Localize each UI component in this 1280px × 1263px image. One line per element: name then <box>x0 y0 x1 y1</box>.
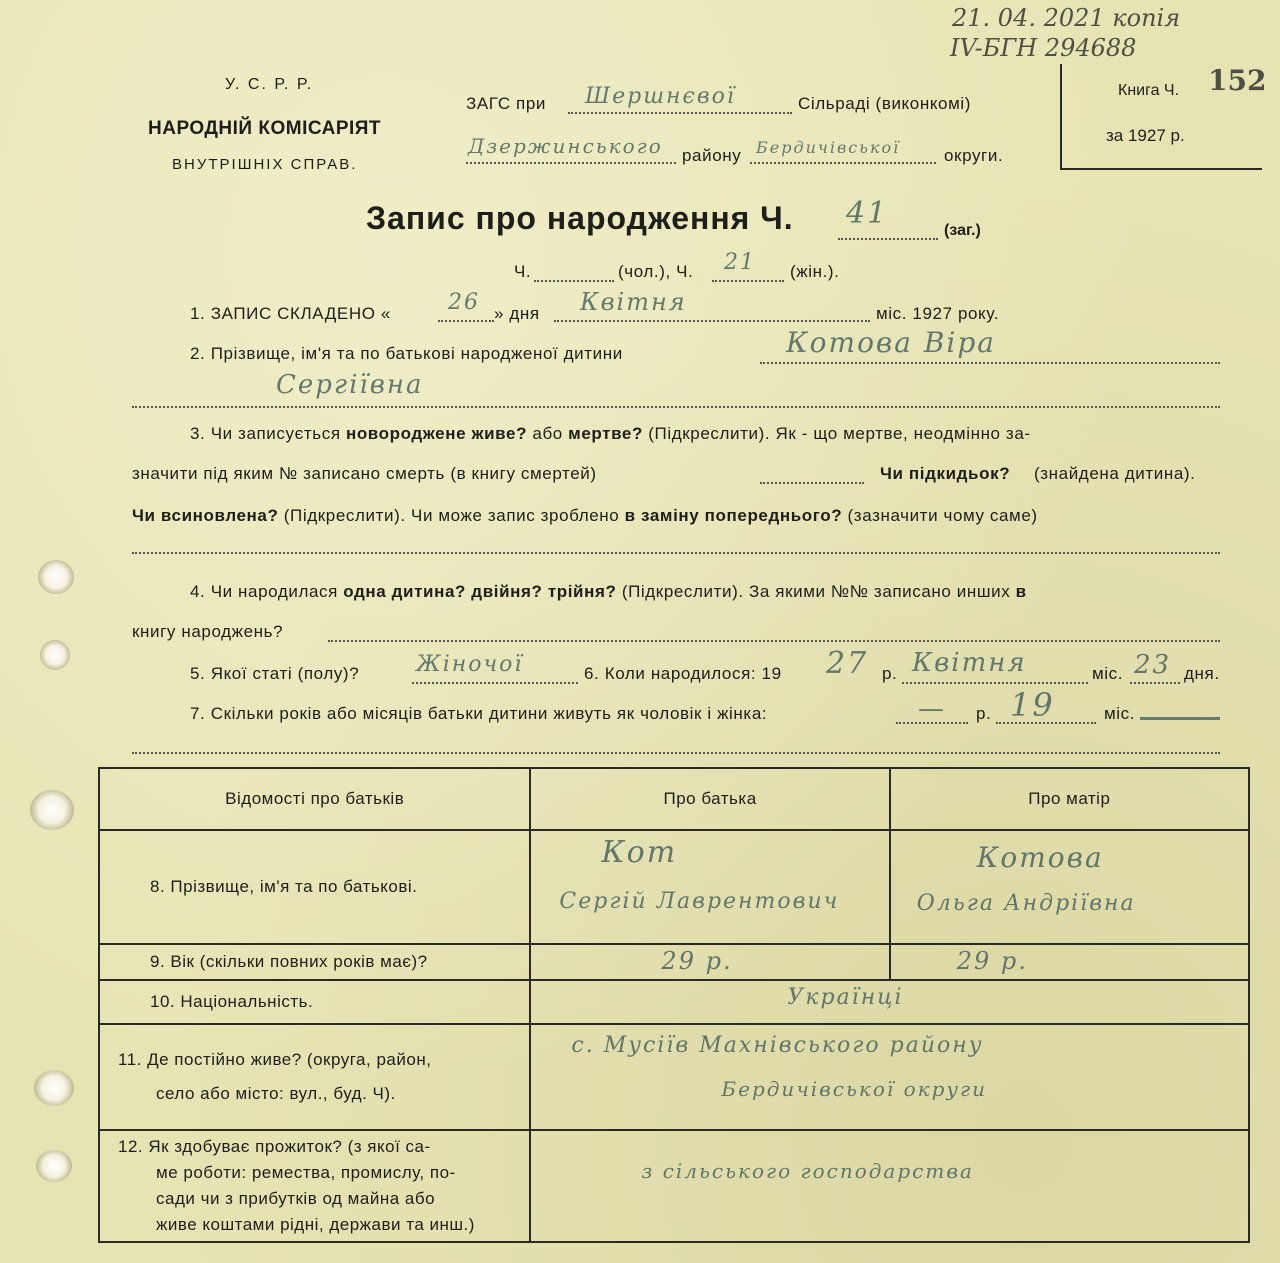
hw-zhin-number: 21 <box>724 250 756 275</box>
punch-hole <box>38 560 74 594</box>
item6-month-label: міс. <box>1092 664 1124 683</box>
hw-month: Квітня <box>580 288 687 316</box>
row11-line2: село або місто: вул., буд. Ч). <box>156 1084 396 1103</box>
dotted-line <box>1130 682 1180 684</box>
item1-month-label: міс. 1927 року. <box>876 304 1000 323</box>
dotted-line <box>132 406 1220 408</box>
row12-label <box>99 1130 530 1242</box>
hw-dash <box>1140 717 1220 720</box>
item5-label: 5. Якої статі (полу)? <box>190 664 360 683</box>
item3-replacement: в заміну попереднього? <box>624 506 843 525</box>
row10-label: 10. Національність. <box>99 980 530 1024</box>
hw-rayon: Дзержинського <box>468 134 663 158</box>
dotted-line <box>438 320 494 322</box>
item3-line1 <box>190 424 1031 444</box>
item3-text-or: або <box>532 424 563 443</box>
hw-birth-day: 23 <box>1134 650 1172 680</box>
hw-occupation: з сільського господарства <box>641 1159 974 1183</box>
father-age-cell <box>530 944 889 980</box>
dotted-line <box>760 362 1220 364</box>
dotted-line <box>412 682 578 684</box>
zags-label: ЗАГС при <box>466 94 547 113</box>
hw-residence-2: Бердичівської округи <box>721 1077 987 1101</box>
col-header-mother: Про матір <box>890 768 1249 830</box>
father-name-cell <box>530 830 889 944</box>
item1-label: 1. ЗАПИС СКЛАДЕНО « <box>190 304 391 323</box>
col-header-info: Відомості про батьків <box>99 768 530 830</box>
book-year: за 1927 р. <box>1106 126 1185 145</box>
punch-hole <box>36 1150 72 1182</box>
hw-mother-surname: Котова <box>976 841 1104 874</box>
item7-years-label: р. <box>976 704 992 723</box>
item6-label: 6. Коли народилося: 19 <box>584 664 782 683</box>
item3-foundling-note: (знайдена дитина). <box>1034 464 1196 483</box>
table-row <box>99 944 1249 980</box>
hw-mother-name: Ольга Андріївна <box>916 891 1136 916</box>
silrada-label: Сільраді (виконкомі) <box>798 94 972 113</box>
dotted-line <box>132 552 1220 554</box>
punch-hole <box>40 640 70 670</box>
item4-line1 <box>190 582 1027 602</box>
item4-line2: книгу народжень? <box>132 622 284 641</box>
item7-label: 7. Скільки років або місяців батьки дитини живуть як чоловік і жінка: <box>190 704 768 723</box>
residence-cell <box>530 1024 1249 1130</box>
dotted-line <box>466 162 676 164</box>
item4-text-d: в <box>1015 582 1027 601</box>
item4-text-a: 4. Чи народилася <box>190 582 338 601</box>
hw-sex: Жіночої <box>416 652 524 677</box>
mother-name-cell <box>890 830 1249 944</box>
dotted-line <box>328 640 1220 642</box>
item3-text-g: (зазначити чому саме) <box>847 506 1038 525</box>
dotted-line <box>760 482 864 484</box>
hw-years: — <box>918 694 946 724</box>
parents-table <box>98 767 1250 1243</box>
dotted-line <box>554 320 870 322</box>
hw-day: 26 <box>448 290 480 315</box>
commissariat-title: НАРОДНІЙ КОМІСАРІЯТ <box>148 118 382 139</box>
hw-mother-age: 29 р. <box>956 947 1028 975</box>
item3-line3 <box>132 506 1038 526</box>
hw-nationality: Українці <box>787 985 904 1010</box>
item3-text-a: 3. Чи записується <box>190 424 341 443</box>
row12-line1: 12. Як здобуває прожиток? (з якої са- <box>118 1137 431 1156</box>
hw-father-name: Сергій Лаврентович <box>559 889 840 914</box>
item2-label: 2. Прізвище, ім'я та по батькові народженої дитини <box>190 344 623 363</box>
hw-okruga: Бердичівської <box>756 138 901 157</box>
item3-adopted: Чи всиновлена? <box>132 506 279 525</box>
item4-options: одна дитина? двійня? трійня? <box>343 582 617 601</box>
nationality-cell <box>530 980 1249 1024</box>
item6-year-label: р. <box>882 664 898 683</box>
row12-line4: живе коштами рідні, держави та инш.) <box>156 1215 475 1234</box>
hw-birth-year: 27 <box>826 646 869 681</box>
row8-label: 8. Прізвище, ім'я та по батькові. <box>99 830 530 944</box>
row11-line1: 11. Де постійно живе? (округа, район, <box>118 1050 432 1069</box>
row9-label: 9. Вік (скільки повних років має)? <box>99 944 530 980</box>
table-header-row <box>99 768 1249 830</box>
book-label: Книга Ч. <box>1118 82 1180 99</box>
dotted-line <box>568 112 792 114</box>
dotted-line <box>534 280 614 282</box>
zag-label: (заг.) <box>944 222 981 239</box>
chol-label: (чол.), Ч. <box>618 262 694 281</box>
hw-father-surname: Кот <box>601 835 678 870</box>
corner-note-1: 21. 04. 2021 копія <box>952 4 1181 32</box>
hw-book-number: 152 <box>1208 64 1267 97</box>
hw-child-name-1: Котова Віра <box>786 326 996 359</box>
corner-note-2: IV-БГН 294688 <box>950 34 1137 62</box>
item3-alive-option: новороджене живе? <box>345 424 528 443</box>
row12-line3: сади чи з прибутків од майна або <box>156 1189 436 1208</box>
ussr-label: У. С. Р. Р. <box>225 76 314 93</box>
item7-months-label: міс. <box>1104 704 1136 723</box>
hw-months: 19 <box>1010 686 1055 724</box>
item3-dead-option: мертве? <box>568 424 643 443</box>
punch-hole <box>34 1070 74 1106</box>
row12-line2: ме роботи: ремества, промислу, по- <box>156 1163 456 1182</box>
hw-father-age: 29 р. <box>661 947 733 975</box>
hw-birth-month: Квітня <box>912 648 1027 678</box>
ch-label: Ч. <box>514 262 532 281</box>
dotted-line <box>838 238 938 240</box>
item6-day-label: дня. <box>1184 664 1220 683</box>
dotted-line <box>750 162 936 164</box>
hw-residence-1: с. Мусіїв Махнівського району <box>571 1033 984 1058</box>
dotted-line <box>902 682 1088 684</box>
mother-age-cell <box>890 944 1249 980</box>
occupation-cell <box>530 1130 1249 1242</box>
internal-affairs-label: ВНУТРІШНІХ СПРАВ. <box>172 156 358 173</box>
table-row <box>99 980 1249 1024</box>
dotted-line <box>132 752 1220 754</box>
table-row <box>99 1130 1249 1242</box>
hw-record-number: 41 <box>846 196 889 231</box>
okruga-label: округи. <box>944 146 1004 165</box>
zhin-label: (жін.). <box>790 262 840 281</box>
hw-child-name-2: Сергіївна <box>276 370 424 400</box>
item3-foundling: Чи підкидьок? <box>880 464 1011 483</box>
dotted-line <box>712 280 784 282</box>
item1-day-label: » дня <box>494 304 540 323</box>
item3-line2a: значити під яким № записано смерть (в книгу смертей) <box>132 464 597 483</box>
punch-hole <box>30 790 74 830</box>
row11-label <box>99 1024 530 1130</box>
rayon-label: району <box>682 146 742 165</box>
table-row <box>99 1024 1249 1130</box>
item4-text-c: (Підкреслити). За якими №№ записано инших <box>621 582 1011 601</box>
item3-text-e: (Підкреслити). Як - що мертве, неодмінно за- <box>648 424 1031 443</box>
col-header-father: Про батька <box>530 768 889 830</box>
item3-text-f: (Підкреслити). Чи може запис зроблено <box>283 506 620 525</box>
table-row <box>99 830 1249 944</box>
hw-village: Шершнєвої <box>585 84 736 109</box>
record-title: Запис про народження Ч. <box>366 200 794 236</box>
